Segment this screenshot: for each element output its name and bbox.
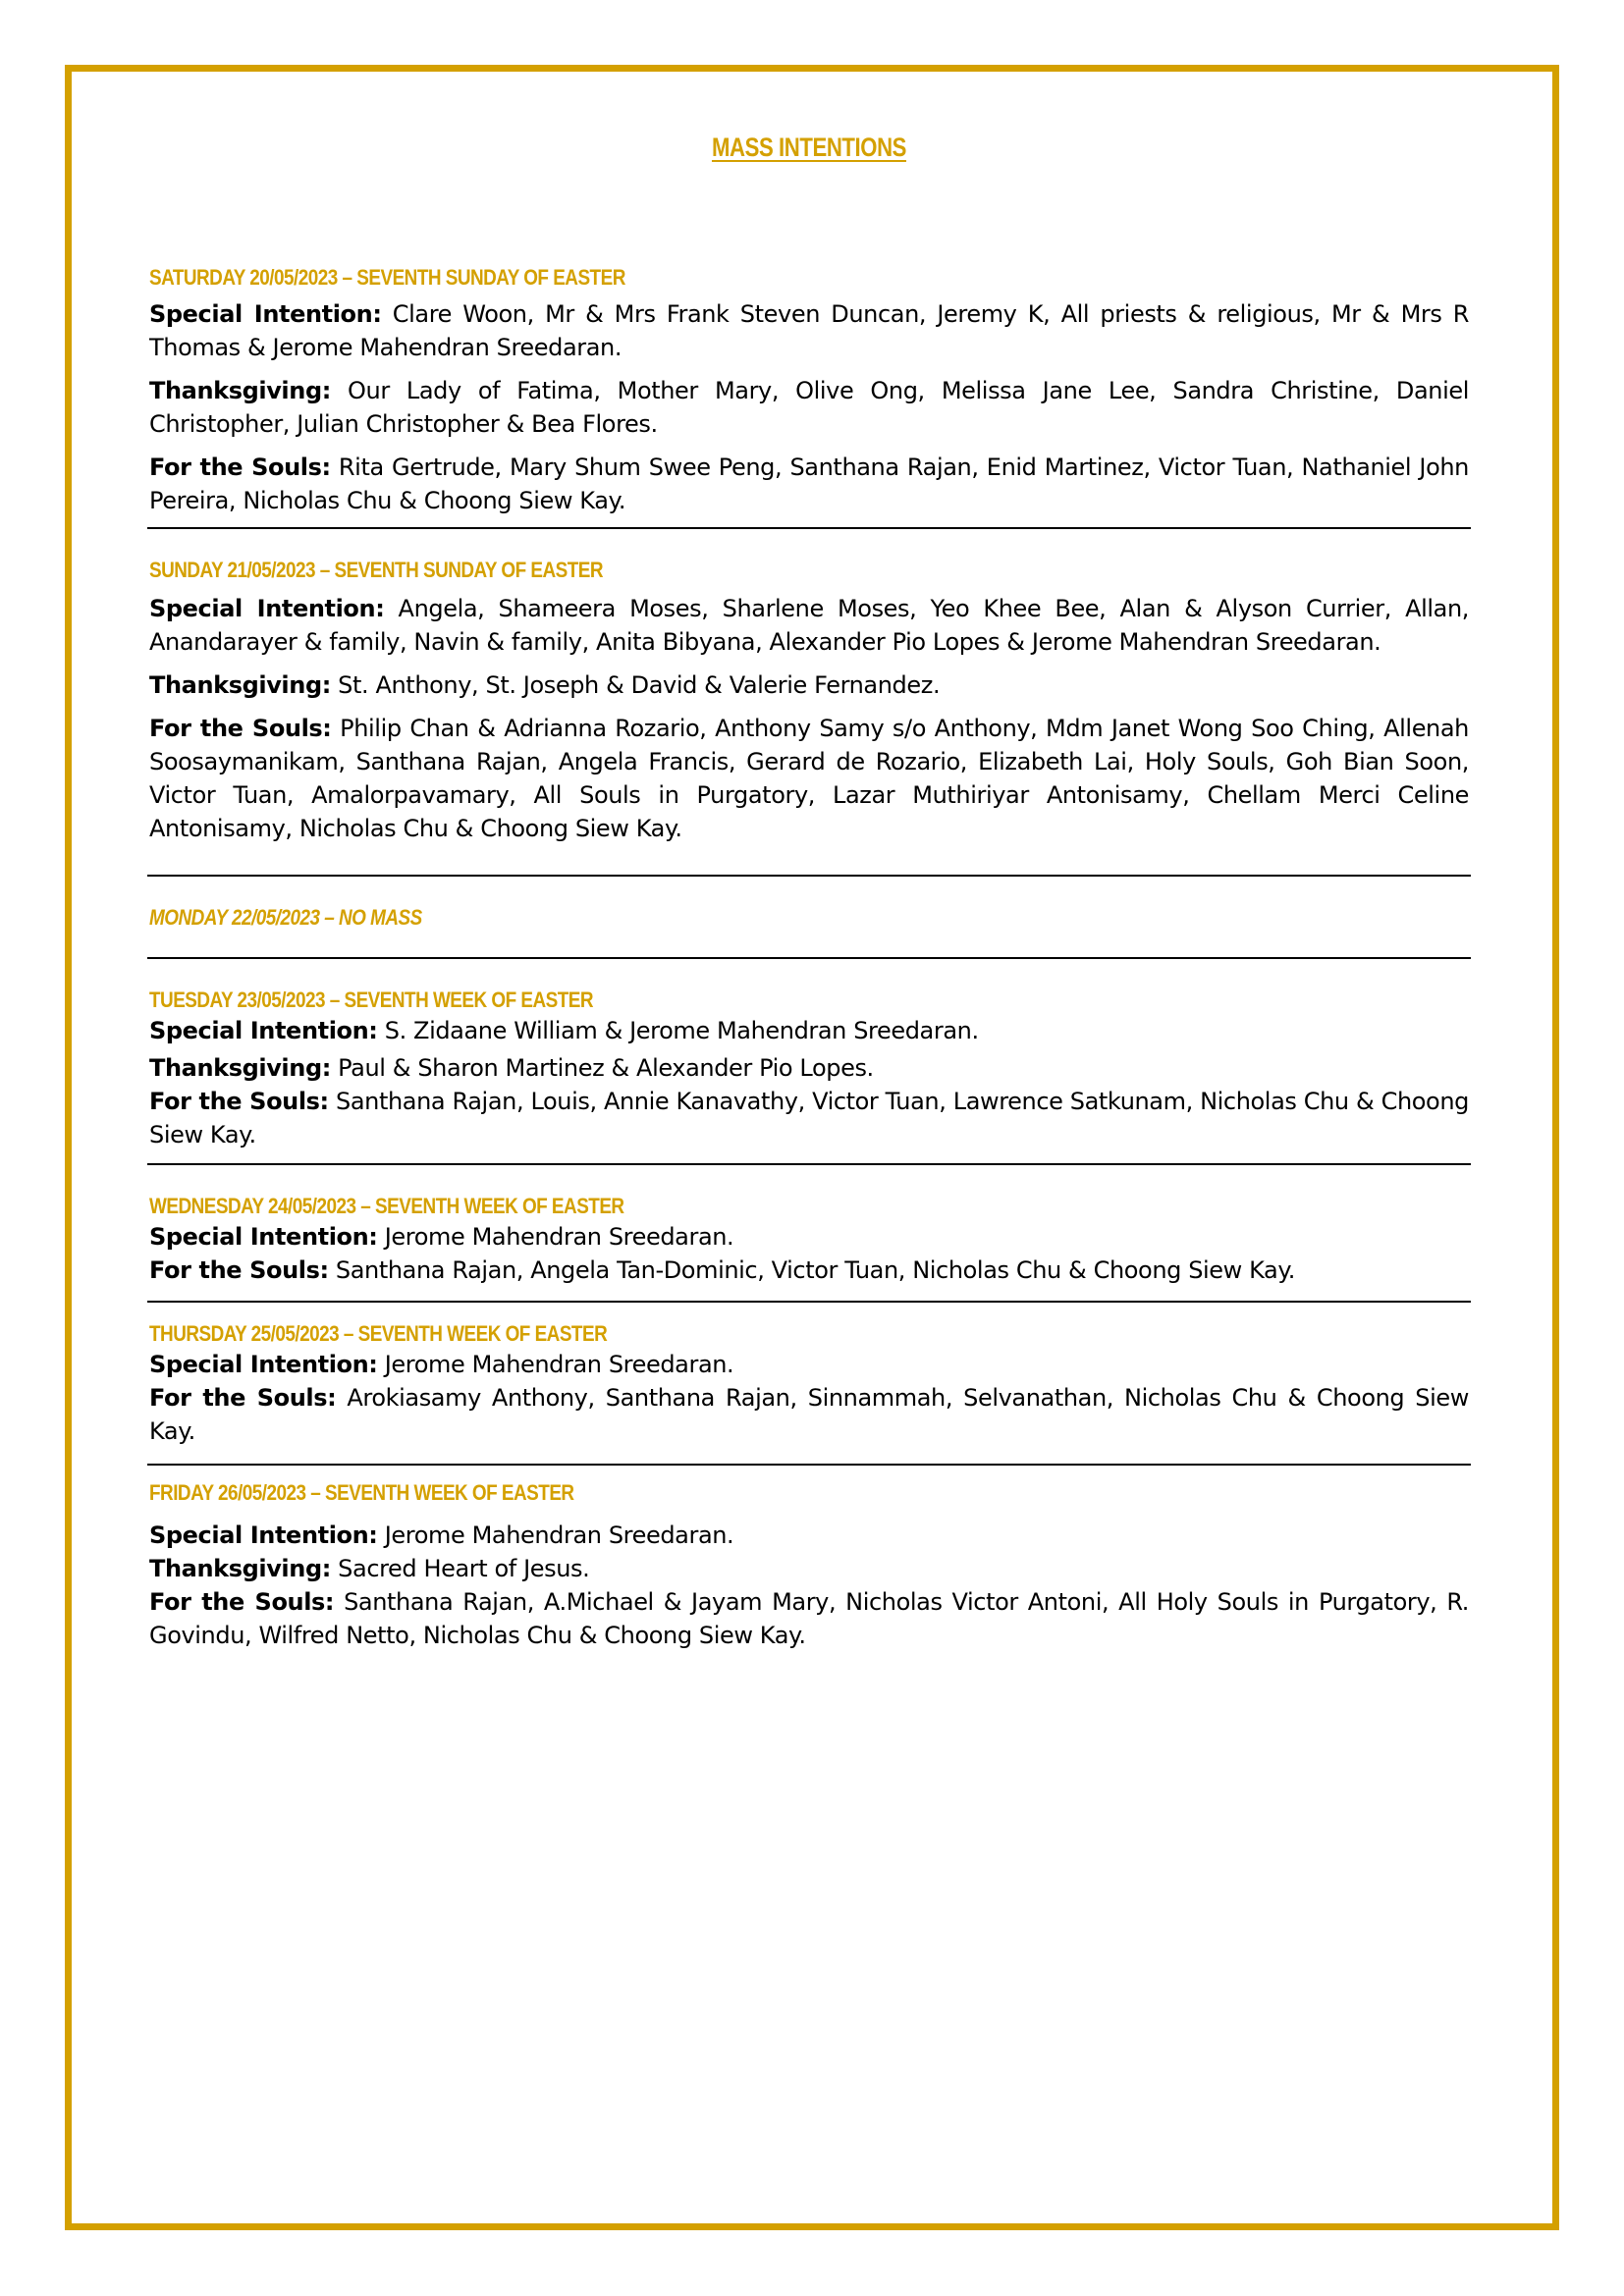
day-heading: TUESDAY 23/05/2023 – SEVENTH WEEK OF EASTER: [149, 988, 594, 1012]
for-the-souls: [149, 1254, 1469, 1287]
entry-text: Angela, Shameera Moses, Sharlene Moses, Yeo Khee Bee, Alan & Alyson Currier, Allan, Anandarayer & family, Navin & family, Anita Bibyana, Alexander Pio Lopes & Jerome Mahendran Sreedaran.: [149, 595, 1469, 656]
day-section-wednesday: [147, 1165, 1471, 1301]
entry-label: For the Souls:: [149, 454, 331, 481]
entry-text: Jerome Mahendran Sreedaran.: [384, 1351, 734, 1378]
day-section-friday: [147, 1466, 1471, 1652]
entry-text: Philip Chan & Adrianna Rozario, Anthony Samy s/o Anthony, Mdm Janet Wong Soo Ching, Allenah Soosaymanikam, Santhana Rajan, Angela Francis, Gerard de Rozario, Elizabeth Lai, Holy Souls, Goh Bian Soon, Victor Tuan, Amalorpavamary, All Souls in Purgatory, Lazar Muthiriyar Antonisamy, Chellam Merci Celine Antonisamy, Nicholas Chu & Choong Siew Kay.: [149, 715, 1469, 842]
entry-text: Sacred Heart of Jesus.: [338, 1555, 590, 1582]
special-intention: [149, 592, 1469, 659]
for-the-souls: [149, 1085, 1469, 1151]
entry-label: For the Souls:: [149, 1384, 337, 1412]
special-intention: [149, 1220, 1469, 1254]
for-the-souls: [149, 712, 1469, 845]
day-section-monday: [147, 877, 1471, 957]
day-heading: FRIDAY 26/05/2023 – SEVENTH WEEK OF EASTER: [149, 1480, 574, 1505]
entry-text: Rita Gertrude, Mary Shum Swee Peng, Santhana Rajan, Enid Martinez, Victor Tuan, Nathaniel John Pereira, Nicholas Chu & Choong Siew Kay.: [149, 454, 1469, 514]
thanksgiving: [149, 374, 1469, 441]
entry-text: Our Lady of Fatima, Mother Mary, Olive Ong, Melissa Jane Lee, Sandra Christine, Daniel Christopher, Julian Christopher & Bea Flores.: [149, 377, 1469, 438]
day-heading: MONDAY 22/05/2023 – NO MASS: [149, 905, 422, 930]
entry-text: Santhana Rajan, Louis, Annie Kanavathy, Victor Tuan, Lawrence Satkunam, Nicholas Chu & Choong Siew Kay.: [149, 1088, 1469, 1148]
entry-label: Special Intention:: [149, 1223, 378, 1251]
day-heading: SATURDAY 20/05/2023 – SEVENTH SUNDAY OF EASTER: [149, 265, 625, 290]
day-section-tuesday: [147, 959, 1471, 1163]
day-heading: SUNDAY 21/05/2023 – SEVENTH SUNDAY OF EASTER: [149, 558, 604, 582]
day-section-sunday: [147, 529, 1471, 875]
day-section-saturday: [147, 264, 1471, 527]
thanksgiving: [149, 1552, 1469, 1585]
for-the-souls: [149, 1585, 1469, 1652]
entry-label: Special Intention:: [149, 595, 385, 622]
entry-label: For the Souls:: [149, 715, 332, 742]
day-heading: WEDNESDAY 24/05/2023 – SEVENTH WEEK OF EASTER: [149, 1194, 624, 1218]
entry-label: Thanksgiving:: [149, 671, 331, 699]
entry-label: Thanksgiving:: [149, 377, 331, 404]
entry-text: Jerome Mahendran Sreedaran.: [384, 1223, 734, 1251]
entry-label: Special Intention:: [149, 1522, 378, 1549]
entry-label: Special Intention:: [149, 1351, 378, 1378]
mass-intentions-document: [147, 128, 1471, 1652]
entry-text: Santhana Rajan, A.Michael & Jayam Mary, Nicholas Victor Antoni, All Holy Souls in Purgatory, R. Govindu, Wilfred Netto, Nicholas Chu & Choong Siew Kay.: [149, 1588, 1469, 1649]
entry-label: For the Souls:: [149, 1588, 335, 1616]
special-intention: [149, 1348, 1469, 1381]
page-title: MASS INTENTIONS: [711, 133, 907, 162]
entry-text: S. Zidaane William & Jerome Mahendran Sreedaran.: [384, 1017, 979, 1044]
entry-label: Special Intention:: [149, 1017, 378, 1044]
entry-text: Clare Woon, Mr & Mrs Frank Steven Duncan, Jeremy K, All priests & religious, Mr & Mrs R Thomas & Jerome Mahendran Sreedaran.: [149, 300, 1469, 361]
thanksgiving: [149, 668, 1469, 702]
special-intention: [149, 1014, 1469, 1047]
thanksgiving: [149, 1051, 1469, 1085]
entry-label: For the Souls:: [149, 1256, 329, 1284]
special-intention: [149, 1519, 1469, 1552]
entry-text: Santhana Rajan, Angela Tan-Dominic, Victor Tuan, Nicholas Chu & Choong Siew Kay.: [335, 1256, 1295, 1284]
special-intention: [149, 297, 1469, 364]
entry-label: Special Intention:: [149, 300, 382, 328]
day-section-thursday: [147, 1303, 1471, 1464]
entry-label: Thanksgiving:: [149, 1555, 331, 1582]
day-heading: THURSDAY 25/05/2023 – SEVENTH WEEK OF EASTER: [149, 1321, 608, 1346]
entry-text: Paul & Sharon Martinez & Alexander Pio Lopes.: [338, 1054, 874, 1082]
entry-label: Thanksgiving:: [149, 1054, 331, 1082]
entry-text: St. Anthony, St. Joseph & David & Valerie Fernandez.: [338, 671, 941, 699]
entry-text: Arokiasamy Anthony, Santhana Rajan, Sinnammah, Selvanathan, Nicholas Chu & Choong Siew Kay.: [149, 1384, 1470, 1445]
entry-label: For the Souls:: [149, 1088, 329, 1115]
entry-text: Jerome Mahendran Sreedaran.: [384, 1522, 734, 1549]
for-the-souls: [149, 451, 1469, 517]
for-the-souls: [149, 1381, 1469, 1448]
